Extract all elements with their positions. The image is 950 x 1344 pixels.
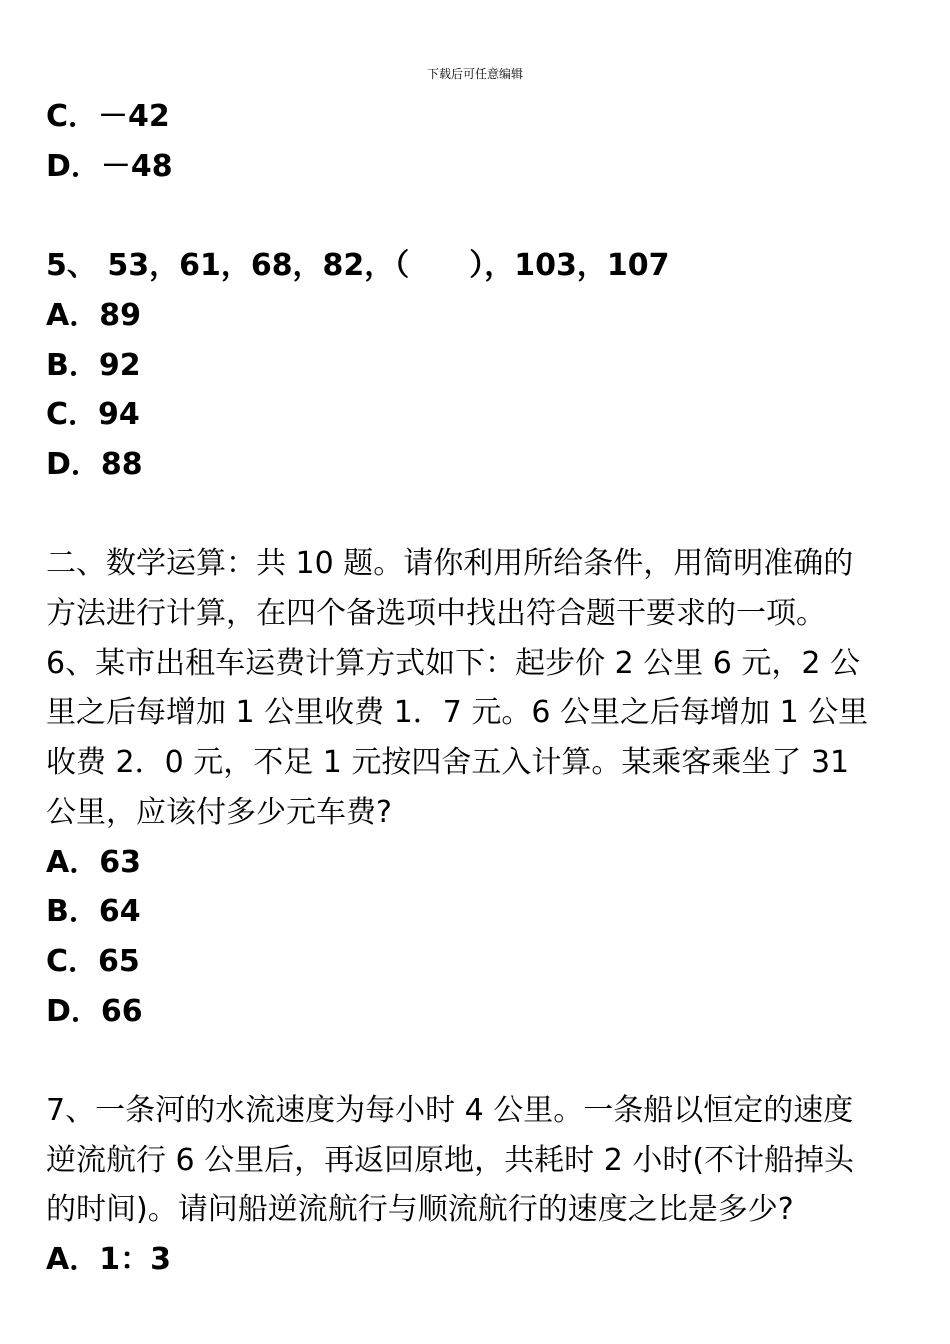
spacer [46,1036,908,1086]
q6-stem-line3: 收费 2．0 元，不足 1 元按四舍五入计算。某乘客乘坐了 31 [46,745,850,781]
section2-heading-line2: 方法进行计算，在四个备选项中找出符合题干要求的一项。 [46,596,826,631]
q6-option-c: C．65 [46,943,140,979]
spacer [46,191,908,241]
spacer [46,490,908,540]
q6-stem-line4: 公里，应该付多少元车费? [46,794,392,830]
q7-stem-line3: 的时间)。请问船逆流航行与顺流航行的速度之比是多少? [46,1192,794,1228]
q6-option-a: A．63 [46,844,141,880]
q7-option-a: A．1：3 [46,1242,171,1278]
q5-option-b: B．92 [46,347,141,383]
q6-option-b: B．64 [46,894,141,930]
q6-option-d: D．66 [46,993,143,1029]
q5-option-a: A．89 [46,297,141,333]
q6-stem-line1: 6、某市出租车运费计算方式如下：起步价 2 公里 6 元，2 公 [46,645,861,681]
q5-option-c: C．94 [46,397,140,433]
q6-stem-line2: 里之后每增加 1 公里收费 1．7 元。6 公里之后每增加 1 公里 [46,695,869,731]
section2-heading-line1: 二、数学运算：共 10 题。请你利用所给条件，用简明准确的 [46,546,854,582]
page-header: 下载后可任意编辑 [426,67,523,81]
q7-stem-line2: 逆流航行 6 公里后，再返回原地，共耗时 2 小时(不计船掉头 [46,1142,855,1178]
document-body [46,92,908,1285]
q5-stem: 5、 53，61，68，82，（ ），103，107 [46,248,670,284]
q4-option-d: D．－48 [46,148,173,184]
q7-stem-line1: 7、一条河的水流速度为每小时 4 公里。一条船以恒定的速度 [46,1093,854,1129]
q5-option-d: D．88 [46,446,143,482]
q4-option-c: C．－42 [46,99,170,134]
